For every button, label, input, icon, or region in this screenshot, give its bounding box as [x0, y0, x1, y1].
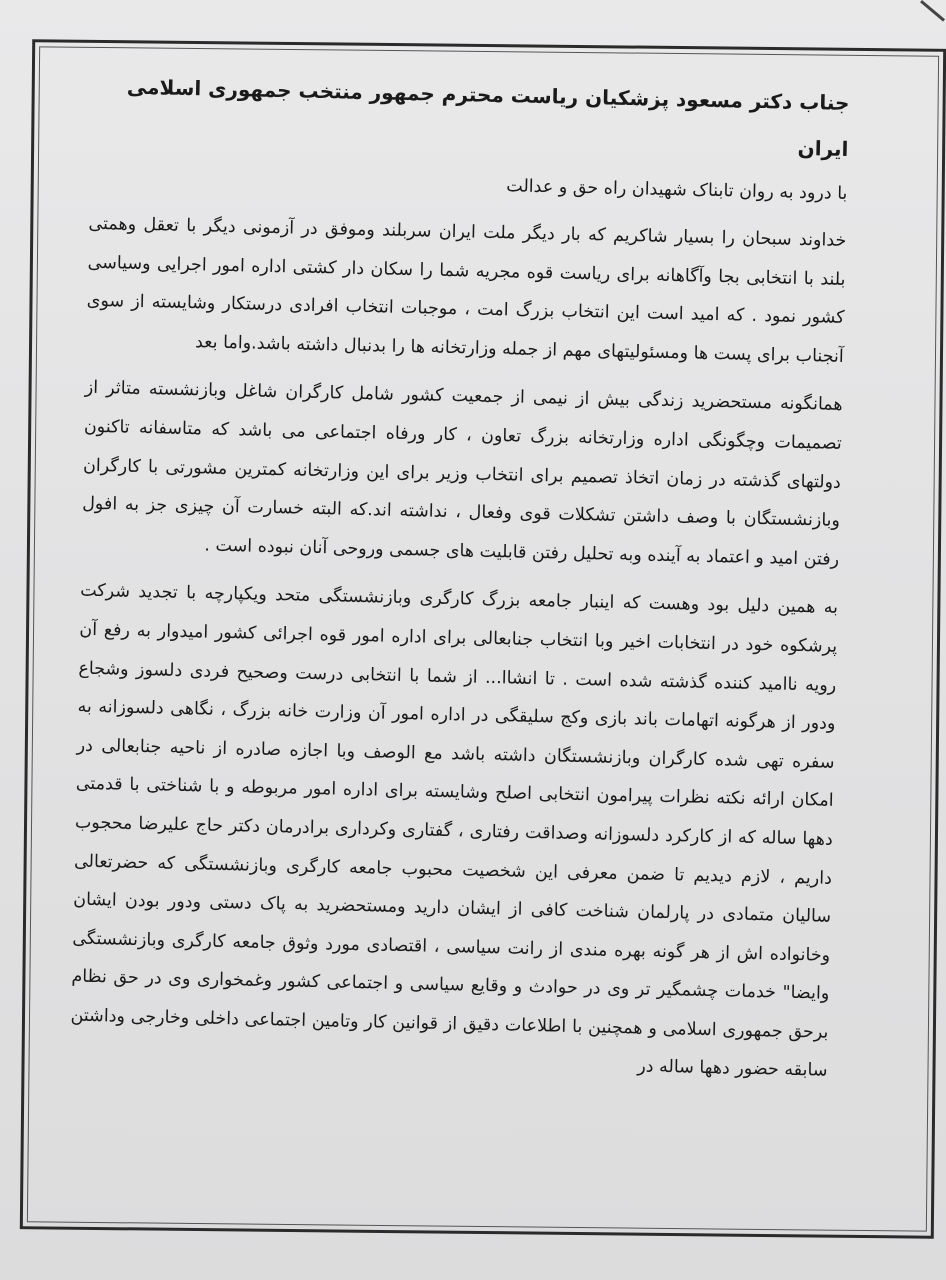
pen-mark — [920, 0, 945, 22]
paragraph-nomination: به همین دلیل بود وهست که اینبار جامعه بزرگ کارگری وبازنشستگی متحد ویکپارچه با تجدید شرکت پرشکوه خود در انتخابات اخیر وبا انتخاب جنابعالی برای اداره امور قوه اجرائی کشور امیدوار به رفع آن رویه ناامید کننده گذشته شده است . تا انشاا... از شما با انتخابی درست وصحیح فردی دلسوز وشجاع ودور از هرگونه اتهامات باند بازی وکج سلیقگی در اداره امور آن وزارت خانه بزرگ ، نگاهی دلسوزانه به سفره تهی شده کارگران وبازنشستگان داشته باشد مع الوصف وبا اجازه صادره از ناحیه جنابعالی در امکان ارائه نکته نظرات پیرامون انتخابی اصلح وشایسته برای اداره امور مربوطه و با شناختی با قدمتی دهها ساله که از کارکرد دلسوزانه وصداقت رفتاری ، گفتاری وکرداری برادرمان دکتر حاج علیرضا محجوب داریم ، لازم دیدیم تا ضمن معرفی این شخصیت محبوب جامعه کارگری وبازنشستگی که حضرتعالی سالیان متمادی در پارلمان شناخت کافی از ایشان دارید ومستحضرید به پاک دستی ودور بودن ایشان وخانواده اش از هر گونه بهره مندی از رانت سیاسی ، اقتصادی مورد وثوق جامعه کارگری وبازنشستگی وایضا" خدمات چشمگیر تر وی در حوادث و وقایع سیاسی و اجتماعی کشور وغمخواری وی در حق نظام برحق جمهوری اسلامی و همچنین با اطلاعات دقیق از قوانین کار وتامین اجتماعی داخلی وخارجی وداشتن سابقه حضور دهها ساله در — [70, 581, 839, 1082]
letter-title: جناب دکتر مسعود پزشکیان ریاست محترم جمهور منتخب جمهوری اسلامی ایران — [126, 74, 850, 161]
letter-body — [69, 63, 850, 1101]
paragraph-opening: خداوند سبحان را بسیار شاکریم که بار دیگر ملت ایران سربلند وموفق در آزمونی دیگر با تعقل وهمتی بلند با انتخابی بجا وآگاهانه برای ریاست قوه مجریه شما را سکان دار کشتی اداره امور اجرایی وسیاسی کشور نمود . که امید است این انتخاب بزرگ امت ، موجبات انتخاب افرادی درستکار وشایسته از سوی آنجناب برای پست ها ومسئولیتهای مهم از جمله وزارتخانه ها را بدنبال داشته باشد.واما بعد — [86, 213, 847, 367]
letter-salutation: با درود به روان تابناک شهیدان راه حق و عدالت — [506, 176, 848, 204]
paragraph-workers: همانگونه مستحضرید زندگی بیش از نیمی از جمعیت کشور شامل کارگران شاغل وبازنشسته متاثر از تصمیمات وچگونگی اداره وزارتخانه بزرگ تعاون ، کار ورفاه اجتماعی می باشد که متاسفانه تاکنون دولتهای گذشته در زمان اتخاذ تصمیم برای انتخاب وزیر برای این وزارتخانه کمترین مشورتی با کارگران وبازنشستگان با وصف داشتن تشکلات قوی وفعال ، نداشته اند.که البته خسارت آن چیزی جز به افول رفتن امید و اعتماد به آینده وبه تحلیل رفتن قابلیت های جسمی وروحی آنان نبوده است . — [81, 378, 843, 570]
